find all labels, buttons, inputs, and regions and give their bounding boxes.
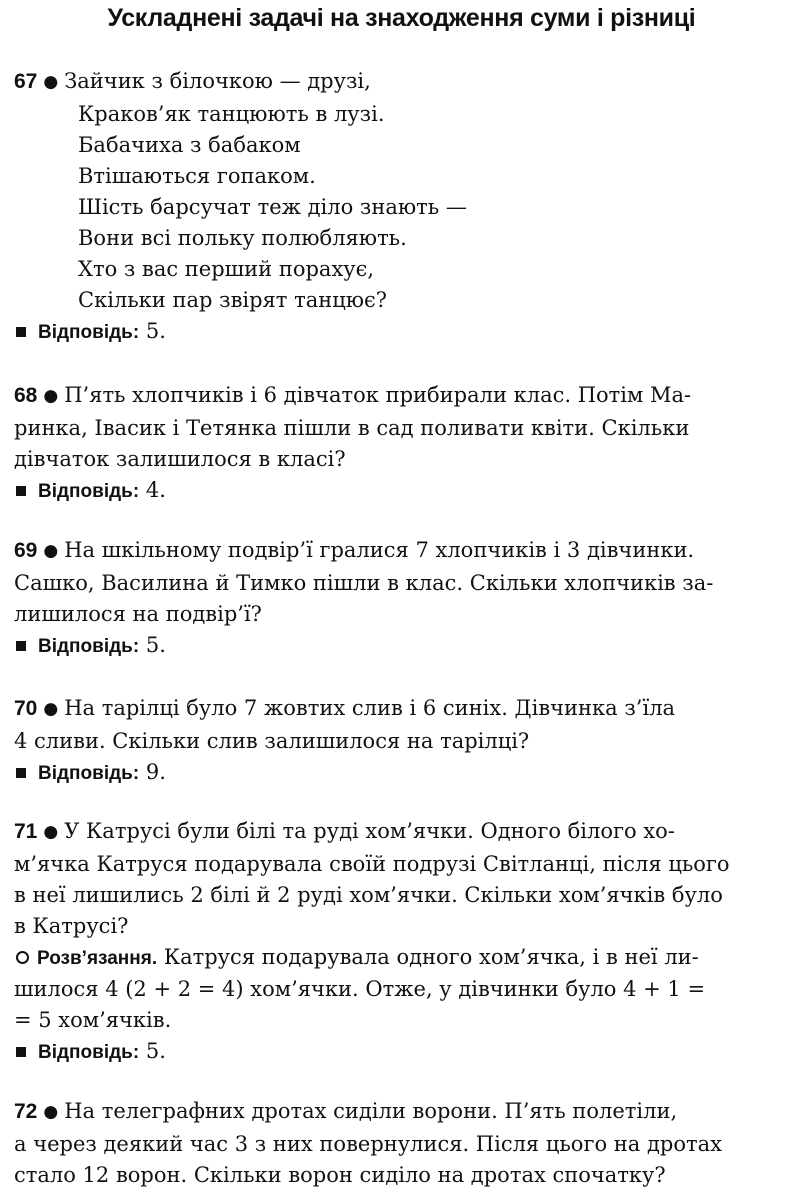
problem-text: ринка, Івасик і Тетянка пішли в сад поливати квіти. Скільки bbox=[14, 416, 690, 440]
problem-number: 68 bbox=[14, 384, 38, 407]
problem-67-line-1 bbox=[14, 66, 794, 99]
poem-line: Втішаються гопаком. bbox=[78, 164, 316, 188]
problem-number: 72 bbox=[14, 1100, 38, 1123]
problem-69-line-1 bbox=[14, 535, 794, 568]
problem-text: лишилося на подвір’ї? bbox=[14, 602, 262, 626]
problem-text: На телеграфних дротах сиділи ворони. П’ять полетіли, bbox=[64, 1099, 678, 1123]
square-bullet-icon bbox=[16, 1047, 26, 1057]
problem-text: стало 12 ворон. Скільки ворон сиділо на дротах спочатку? bbox=[14, 1163, 666, 1187]
poem-line: Шість барсучат теж діло знають — bbox=[78, 195, 467, 219]
problem-72 bbox=[14, 1096, 794, 1191]
answer-69 bbox=[14, 630, 794, 662]
problem-68-line-1 bbox=[14, 380, 794, 413]
answer-value: 4. bbox=[145, 478, 166, 502]
problem-70-line-1 bbox=[14, 693, 794, 726]
circle-bullet-icon bbox=[16, 951, 29, 964]
bullet-icon: ● bbox=[43, 72, 59, 92]
answer-label: Відповідь: bbox=[38, 481, 140, 502]
problem-text: м’ячка Катруся подарувала своїй подрузі Світланці, після цього bbox=[14, 852, 730, 876]
square-bullet-icon bbox=[16, 327, 26, 337]
problem-72-line-1 bbox=[14, 1096, 794, 1129]
page-title: Ускладнені задачі на знаходження суми і різниці bbox=[107, 4, 696, 32]
problem-number: 70 bbox=[14, 697, 38, 720]
solution-label: Розв’язання. bbox=[37, 948, 158, 969]
answer-value: 5. bbox=[145, 1039, 166, 1063]
poem-line: Хто з вас перший порахує, bbox=[78, 257, 375, 281]
answer-67 bbox=[14, 316, 794, 348]
bullet-icon: ● bbox=[43, 1102, 59, 1122]
problem-text: Сашко, Василина й Тимко пішли в клас. Скільки хлопчиків за- bbox=[14, 571, 714, 595]
solution-text: шилося 4 (2 + 2 = 4) хом’ячки. Отже, у дівчинки було 4 + 1 = bbox=[14, 977, 706, 1001]
answer-value: 5. bbox=[145, 319, 166, 343]
answer-value: 5. bbox=[145, 633, 166, 657]
problem-text: в Катрусі? bbox=[14, 914, 129, 938]
problem-71 bbox=[14, 816, 794, 1068]
poem-line: Бабачиха з бабаком bbox=[78, 133, 301, 157]
answer-70 bbox=[14, 757, 794, 789]
problem-number: 67 bbox=[14, 70, 38, 93]
solution-text: Катруся подарувала одного хом’ячка, і в неї ли- bbox=[163, 945, 699, 969]
bullet-icon: ● bbox=[43, 386, 59, 406]
problem-text: П’ять хлопчиків і 6 дівчаток прибирали клас. Потім Ма- bbox=[64, 383, 692, 407]
solution-text: = 5 хом’ячків. bbox=[14, 1008, 172, 1032]
bullet-icon: ● bbox=[43, 822, 59, 842]
problem-text: дівчаток залишилося в класі? bbox=[14, 447, 346, 471]
problem-69 bbox=[14, 535, 794, 662]
poem-line: Зайчик з білочкою — друзі, bbox=[64, 69, 371, 93]
answer-label: Відповідь: bbox=[38, 763, 140, 784]
problem-text: На тарілці було 7 жовтих слив і 6 синіх. Дівчинка з’їла bbox=[64, 696, 676, 720]
problem-67 bbox=[14, 66, 794, 348]
square-bullet-icon bbox=[16, 641, 26, 651]
solution-71-line-1 bbox=[14, 942, 794, 974]
poem-line: Вони всі польку полюбляють. bbox=[78, 226, 407, 250]
problem-68 bbox=[14, 380, 794, 507]
answer-label: Відповідь: bbox=[38, 1042, 140, 1063]
problem-text: У Катрусі були білі та руді хом’ячки. Одного білого хо- bbox=[64, 819, 675, 843]
bullet-icon: ● bbox=[43, 541, 59, 561]
poem-line: Скільки пар звірят танцює? bbox=[78, 288, 388, 312]
answer-label: Відповідь: bbox=[38, 636, 140, 657]
answer-value: 9. bbox=[145, 760, 166, 784]
poem-line: Краков’як танцюють в лузі. bbox=[78, 102, 385, 126]
square-bullet-icon bbox=[16, 486, 26, 496]
problem-text: а через деякий час 3 з них повернулися. Після цього на дротах bbox=[14, 1132, 722, 1156]
problem-text: На шкільному подвір’ї гралися 7 хлопчиків і 3 дівчинки. bbox=[64, 538, 695, 562]
answer-label: Відповідь: bbox=[38, 322, 140, 343]
problem-number: 69 bbox=[14, 539, 38, 562]
bullet-icon: ● bbox=[43, 699, 59, 719]
answer-71 bbox=[14, 1036, 794, 1068]
square-bullet-icon bbox=[16, 768, 26, 778]
problem-text: в неї лишились 2 білі й 2 руді хом’ячки. Скільки хом’ячків було bbox=[14, 883, 723, 907]
answer-68 bbox=[14, 475, 794, 507]
problem-70 bbox=[14, 693, 794, 789]
problem-71-line-1 bbox=[14, 816, 794, 849]
problem-text: 4 сливи. Скільки слив залишилося на тарілці? bbox=[14, 729, 530, 753]
problem-number: 71 bbox=[14, 820, 38, 843]
